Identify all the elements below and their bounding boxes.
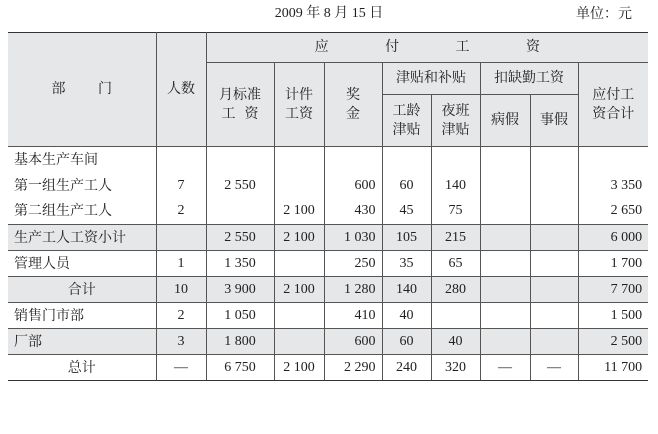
cell-total: 7 700 [578,277,648,303]
table-row [8,199,648,225]
cell-piece: 2 100 [274,277,324,303]
cell-seniority: 60 [382,173,431,199]
header-total-payable: 应付工 资合计 [578,63,648,147]
cell-seniority: 240 [382,355,431,381]
cell-total [578,147,648,173]
cell-total: 1 500 [578,303,648,329]
header-allowance: 津贴和补贴 [382,63,480,95]
cell-personal: — [530,355,578,381]
cell-total: 1 700 [578,251,648,277]
cell-total: 6 000 [578,225,648,251]
cell-personal [530,199,578,225]
cell-sick: — [480,355,530,381]
cell-bonus: 600 [324,173,382,199]
report-date: 2009 年 8 月 15 日 [274,6,384,21]
table-row [8,173,648,199]
cell-dept: 合计 [8,277,156,303]
cell-standard: 3 900 [206,277,274,303]
header-count: 人数 [156,33,206,147]
cell-piece: 2 100 [274,225,324,251]
table-row [8,329,648,355]
cell-sick [480,199,530,225]
cell-total: 2 650 [578,199,648,225]
cell-piece [274,251,324,277]
cell-seniority: 105 [382,225,431,251]
header-standard-wage: 月标准 工 资 [206,63,274,147]
cell-standard: 1 350 [206,251,274,277]
header-bonus: 奖 金 [324,63,382,147]
cell-total: 11 700 [578,355,648,381]
cell-personal [530,251,578,277]
cell-personal [530,329,578,355]
cell-standard: 2 550 [206,173,274,199]
cell-seniority: 45 [382,199,431,225]
cell-count: 1 [156,251,206,277]
cell-bonus: 250 [324,251,382,277]
cell-count [156,225,206,251]
cell-night [431,303,480,329]
cell-personal [530,303,578,329]
cell-night: 140 [431,173,480,199]
cell-standard [206,147,274,173]
cell-bonus: 2 290 [324,355,382,381]
header-deduction: 扣缺勤工资 [480,63,578,95]
cell-dept: 生产工人工资小计 [8,225,156,251]
header-personal-leave: 事假 [530,95,578,147]
header-dept: 部 门 [8,33,156,147]
cell-count: 10 [156,277,206,303]
table-row-subtotal [8,225,648,251]
header-row-1 [8,33,648,63]
header-payable-wages: 应 付 工 资 [206,33,648,63]
cell-piece [274,303,324,329]
cell-dept: 厂部 [8,329,156,355]
cell-piece [274,147,324,173]
table-row [8,303,648,329]
header-sick-leave: 病假 [480,95,530,147]
cell-sick [480,225,530,251]
cell-count: — [156,355,206,381]
cell-seniority [382,147,431,173]
cell-night: 320 [431,355,480,381]
cell-sick [480,147,530,173]
cell-standard: 2 550 [206,225,274,251]
cell-total: 3 350 [578,173,648,199]
cell-personal [530,225,578,251]
cell-bonus: 430 [324,199,382,225]
cell-dept: 管理人员 [8,251,156,277]
cell-seniority: 35 [382,251,431,277]
header-night-allowance: 夜班 津贴 [431,95,480,147]
currency-unit: 单位：元 [576,6,632,22]
table-row-sum [8,277,648,303]
cell-seniority: 60 [382,329,431,355]
cell-piece [274,173,324,199]
cell-personal [530,147,578,173]
cell-count: 7 [156,173,206,199]
cell-dept: 总计 [8,355,156,381]
cell-sick [480,303,530,329]
cell-night: 75 [431,199,480,225]
cell-night: 40 [431,329,480,355]
cell-standard: 1 050 [206,303,274,329]
cell-total: 2 500 [578,329,648,355]
table-row [8,251,648,277]
cell-count [156,147,206,173]
cell-dept: 第一组生产工人 [8,173,156,199]
cell-piece: 2 100 [274,199,324,225]
cell-personal [530,173,578,199]
cell-bonus: 600 [324,329,382,355]
cell-count: 2 [156,199,206,225]
cell-seniority: 140 [382,277,431,303]
cell-dept: 第二组生产工人 [8,199,156,225]
cell-seniority: 40 [382,303,431,329]
cell-night: 280 [431,277,480,303]
cell-personal [530,277,578,303]
table-row-grand-total [8,355,648,381]
cell-sick [480,277,530,303]
cell-count: 2 [156,303,206,329]
cell-sick [480,251,530,277]
cell-piece [274,329,324,355]
cell-piece: 2 100 [274,355,324,381]
cell-sick [480,173,530,199]
table-row [8,147,648,173]
cell-standard: 6 750 [206,355,274,381]
cell-bonus: 1 030 [324,225,382,251]
cell-dept: 销售门市部 [8,303,156,329]
cell-dept: 基本生产车间 [8,147,156,173]
header-piece-wage: 计件 工资 [274,63,324,147]
cell-standard: 1 800 [206,329,274,355]
cell-night: 215 [431,225,480,251]
cell-bonus: 1 280 [324,277,382,303]
header-seniority-allowance: 工龄 津贴 [382,95,431,147]
cell-bonus [324,147,382,173]
cell-night: 65 [431,251,480,277]
cell-standard [206,199,274,225]
cell-sick [480,329,530,355]
cell-bonus: 410 [324,303,382,329]
cell-night [431,147,480,173]
cell-count: 3 [156,329,206,355]
wage-distribution-table [8,32,648,381]
